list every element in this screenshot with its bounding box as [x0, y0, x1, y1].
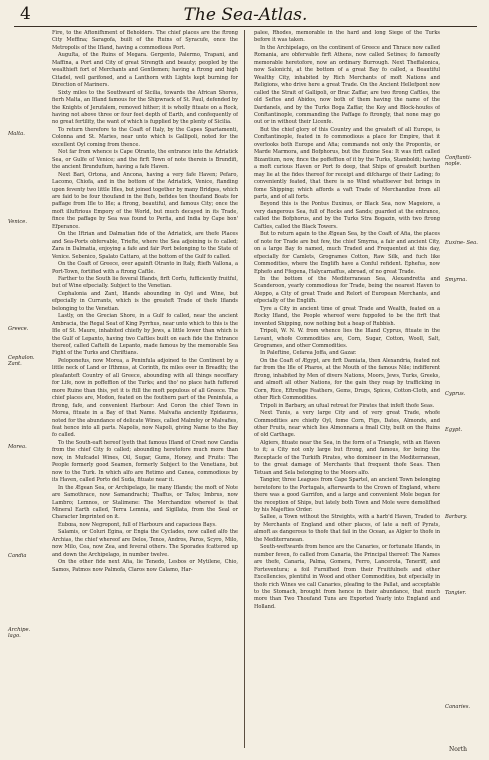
paragraph: In Paleftine, Cefarea Joffa, and Gazar. — [260, 350, 357, 357]
paragraph: Algiers, fituate near the Sea, in the form of a Triangle, with an Haven to it; a City not only large but ftrong, and famous, for being the Receptacle of the Turkifh Pirates, who domineer in the Mediterranean, to the great damage of Merchants that frequent thofe Seas. Then Tetuan and Sela belonging to the Moors alfo. — [254, 439, 440, 476]
margin-note-archipelago: Archipe. lago. — [8, 627, 31, 639]
paragraph: On the other fide next Afia, lie Tenedo, Lesbos or Mytilene, Chio, Samos, Patmos now Palmofa, Claros now Calamo, Har- — [52, 559, 238, 573]
paragraph: In the Archipelago, on the continent of Greece and Thrace now called Romania, are obfervable firft Athens, now called Setines; fo famoufly memorable heretofore, now an ordinary Burrough. Next Theffalonica, now Salonichi, at the bottom of a great Bay fo called, a Beautiful Wealthy City, inhabited by Rich Merchants of moft Nations and Religions, who drive here a great Trade. On the Ancient Hellefpont now called the Strait of Gallipoli, or Brac Zaffar, are two ftrong Caftles, the old Seftos and Abidos, now both of them having the name of the Dardanels, and by the Turks Boga Zaffar, the Key and Block-houfes of Conftantinople, commanding the Paffage fo ftrongly, that none may go out or in without their Licenfe. — [254, 44, 440, 126]
margin-note-constantinople: Conftanti- nople. — [445, 155, 472, 167]
page-number: 4 — [20, 4, 31, 24]
paragraph: Peloponefus, now Morea, a Peninfula adjoined to the Continent by a little neck of Land or Ifthmus, at Corinth, fix miles over in Breadth; the pleafanteft Country of all Greece, abounding with all things neceffary for Life, now in poffeffion of the Turks; and tho' no place hath fuffered more Ruine than this, yet it is ftill the moft populous of all Greece. The chief places are, Modon, feated on the fouthern part of the Peninfula, a ftrong, fafe, and convenient Harbour: And Coron the chief Town in Morea, fituate in a Bay of that Name. Malvafia anciently Epidaurus, noted for the abundance of delicate Wines, called Malmfey or Malvafies, feat hence into all parts. Napolis, now Napoli, giving Name to the Bay fo called. — [52, 357, 238, 439]
paragraph: On the Iftrian and Dalmatian fide of the Adriatick, are thefe Places and Sea-Ports obfervable, Triefte, where the Sea adjoining is fo called; Zara in Dalmatia, enjoying a fafe and fair Port belonging to the State of Venice. Sebenico, Spalato Cattaro, at the bottom of the Gulf fo called. — [52, 231, 238, 260]
paragraph: Fire, to the Aftonifhment of Beholders. The chief places are the ftrong City Meffina; Saragofa, built of the Ruins of Syracufe, once the Metropolis of the Ifland, having a commodious Port. — [52, 30, 238, 51]
paragraph: On the Coaft of Greece, over againft Otranto in Italy, ftiefh Vallona, a Port-Town, fortified with a ftrong Caftle. — [52, 261, 238, 275]
paragraph: In the bottom of the Mediterranean Sea, Alexandretta and Scanderoon, yearly commodious for Trade, being the nearest Haven to Aleppo, a City of great Trade and Relort of European Merchants, and efpecially of the Englifh. — [254, 275, 440, 305]
margin-note-greece: Greece. — [8, 326, 29, 332]
margin-note-egypt: Egypt. — [445, 427, 463, 433]
paragraph: Salamis, or Coluri Egina, or Engia the Cyclades, now called alfo the Archias, the chief whereof are Delos, Tenos, Andros, Paros, Scyro, Milo, now Milo, Cea, now Zea, and feveral others. The Sporades fcattered up and down the Archipelago, in number twelve. — [52, 529, 238, 558]
margin-note-venice: Venice. — [8, 219, 27, 225]
margin-note-malta: Malta. — [8, 131, 25, 137]
margin-note-canaries: Canaries. — [445, 704, 471, 710]
paragraph: Lastly, on the Grecian Shore, in a Gulf fo called, near the ancient Ambracia, the Regal Seat of King Pyrrhus, near unto which to this is the Ifle of St. Maure, inhabited chiefly by Jews, a little lower than which is the Gulf of Lepanto, having two Caftles built on each fide the Entrance thereof, called Caftelli de Lepanto, made famous by the memorable Sea Fight of the Turks and Chriftians. — [52, 313, 238, 357]
paragraph: In the Ægean Sea, or Archipelago, lie many Iflands; the moft of Note are Samothrace, now Samandrachi; Thaffus, or Tafos; Imbrus, now Lambro; Lemnos, or Stalimene: The Merchandize whereof is that Mineral Earth called, Terra Lemnia, and Sigillata, from the Seal or Character Imprinted on it. — [52, 484, 238, 521]
margin-note-smyrna: Smyrna. — [445, 277, 467, 283]
paragraph: palee, Rhodes, memorable in the hard and long Siege of the Turks before it was taken. — [254, 30, 440, 44]
paragraph: Tyre a City in ancient time of great Trade and Wealth, feated on a Rocky Ifland, the People whereof were fuppofed to be the firft that invented Shipping, now nothing but a heap of Rubbish. — [254, 305, 440, 327]
paragraph: Auguſta, of the Ruins of Megara. Gergento, Palermo, Trapani, and Maffina, a Port and City of great Strength and beauty; peopled by the wealthieft fort of Merchants and Gentlemen; having a ftrong and high Citadel, well garifoned, and a Lanthorn with Lights kept burning for Direction of Mariners. — [52, 52, 238, 89]
paragraph: Beyond this is the Pontus Euxinus, or Black Sea, now Mageiore, a very dangerous Sea, full of Rocks and Sands; guarded at the entrance, called the Bofphorus, and by the Turks Stra Bogazin, with two ftrong Caftles, called the Black Towers. — [254, 201, 440, 230]
paragraph: Sallee, a Town without the Streights, with a harb'd Haven, Traded to by Merchants of England and other places, of late a neft of Pyrats, almoft as dangerous to thofe that fail in the Ocean, as Algier to thofe in the Mediterranean. — [254, 514, 440, 543]
margin-note-tangier: Tangier. — [445, 590, 467, 596]
paragraph: Tripoli, W. N. W. from whence lies the Ifland Cyprus, fituate in the Levant, whofe Commodities are, Corn, Sugar, Cotton, Wooll, Salt, Grogrames, and other Commodities. — [254, 328, 440, 350]
paragraph: Tangier, three Leagues from Cape Spartel, an ancient Town belonging heretofore to the Portugals, afterwards to the Crown of England, where there was a good Garrifon, and a large and convenient Mole began for the reception of Ships, but lately both Town and Mole were demolifhed by his Majefties Order. — [254, 477, 440, 513]
paragraph: South-weftwards from hence are the Canaries, or fortunate Iflands, in number feven, fo called from Canaria, the Principal thereof: The Names are thefe, Canaria, Palma, Gomera, Ferro, Lancerota, Teneriff, and Forteventura; a foil Furnifhed from their Fruitfulnefs and other Excellencies, plentiful in Wood and other Commodities, but efpecially in thofe rich Wines we call Canaries, pleafing to the Pallat, and acceptable to the Stomach, brought from hence in their abundance, that much more than Two Thoufand Tuns are Exported Yearly into England and Holland. — [254, 544, 440, 610]
page-title: The Sea-Atlas. — [183, 5, 308, 25]
margin-note-cyprus: Cyprus. — [445, 391, 466, 397]
paragraph: Not far from whence is Cape Otranto, the entrance into the Adriatick Sea, or Gulfe of Venice; and the firft Town of note therein is Brundifi, the ancient Brundufium, having a fafe Haven. — [52, 149, 238, 171]
catchword: North — [448, 746, 467, 753]
paragraph: But the chief glory of this Country and the greateft of all Europe, is Conftantinople, feated in fo commodious a place for Empire, that it overlooks both Europe and Afia; commands not only the Propontis, or Marde Marmora, and Bofphorus, but the Euxine Sea: It was firft called Bizantium, now, fince the poffeffion of it by the Turks, Stamboldi; having a moft curious Haven or Port fo deep, that Ships of greateft burthen may lie at the fides thereof for receipt and difcharge of their Lading; fo conveniently feated, that there is no Wind whatfoever but brings in fome Shipping; which affords a vaft Trade of Merchandize from all parts, and of all forts. — [254, 126, 440, 200]
paragraph: To return therefore to the Coaft of Italy, by the Capes Spartamenti, Colonna and St. Maries, near unto which is Gallipoli, noted for the excellent Oyl coming from thence. — [52, 126, 238, 148]
margin-note-candia: Candia — [8, 553, 27, 559]
column-divider — [244, 30, 245, 748]
paragraph: To the South-eaft hereof lyeth that famous Ifland of Creet now Candia from the chief City fo called; abounding heretofore much more than now, in Mufcadel Wines, Oil, Sugar, Gums, Honey, and Fruits: The People formerly good Seamen, formerly Subject to the Venetians, but now to the Turk. In which alfo are Retimo and Canea, commodious by its Haven, called Porto del Suda, fituate near it. — [52, 439, 238, 484]
paragraph: Next Tunis, a very large City and of very great Trade, whofe Commodities are chiefly Oyl, fome Corn, Figs, Dates, Almonds, and other Fruits, near which lies Almonnara a fmall City, built on the Ruins of old Carthage. — [254, 410, 440, 439]
paragraph: On the Coaft of Ægypt, are firft Damiata, then Alexandria, feated not far from the Ifle of Pharos, at the Mouth of the famous Nile; indifferent ftrong, inhabited by Men of divers Nations, Moors, Jews, Turks, Greeks, and almoft all other Nations, for the gain they reap by trafficking in Corn, Rice, Eftrefige Feathers, Gems, Drugs, Spices, Cotton-Cloth, and other Rich Commodities. — [254, 357, 440, 402]
right-column — [254, 30, 440, 752]
paragraph: Tripoli in Barbary, an ufual retreat for Pirates that infeft thofe Seas. — [260, 402, 435, 409]
paragraph: Eubœa, now Negropont, full of Harbours and capacious Bays. — [58, 521, 217, 528]
paragraph: Next Bari, Ortona, and Ancona, having a very fafe Haven; Pefaro, Lacomo, Chiofa, and in the bottom of the Adriatick, Venice, ftanding upon feventy two little Ifles, but joined together by many Bridges, which are faid to be four thoufand in the Bufs, befides ten thoufand Boats for paffage from Ifle to Ifle; a ftrong, beautiful, and famous City; once the moft illuftrious Empory of the World, but much decayed in its Trade, fince the paffage by Sea was found to Perfia, and India by Cape bon' Efperance. — [52, 171, 238, 230]
left-column — [52, 30, 238, 752]
paragraph: Cephalonia and Zant, Iflands abounding in Oyl and Wine, but efpecially in Currants, which is the greateft Trade of thefe Iflands belonging to the Venetian. — [52, 290, 238, 312]
margin-note-barbary: Barbary. — [445, 514, 468, 520]
paragraph: But to return again to the Ægean Sea, by the Coaft of Afia, the places of note for Trade are but few, the chief Smyrna, a fair and ancient City, on a large Bay fo named, much Traded and Frequented at this day, efpecially for Camlets, Grogrames Cotton, Raw Silk, and fuch like Commodities, where the Englifh have a Conful refident. Ephefus, now Ephefo and Ffegena, Halycarnaffus, abroad, of no great Trade. — [254, 231, 440, 275]
margin-note-morea: Morea. — [8, 444, 27, 450]
page-header — [14, 4, 477, 27]
paragraph: Sixty miles to the Southward of Sicilia, towards the African Shores, fierh Malta, an Ifland famous for the Shipwrack of St. Paul, defended by the Knights of Jerufalem, removed hither; it is wholly fituate on a Rock, having not above three or four feet depth of Earth, and confequently of no great fertility, the want of which is fupplied by the plenty of Sicilia. — [52, 89, 238, 126]
margin-note-cephalonia: Cephalon. Zant. — [8, 355, 35, 367]
paragraph: Farther to the South lie feveral Iflands, firft Corfu, fufficiently fruitful, but of Wine efpecially. Subject to the Venetian. — [52, 275, 238, 290]
margin-note-euxine: Euxine- Sea. — [445, 240, 478, 246]
